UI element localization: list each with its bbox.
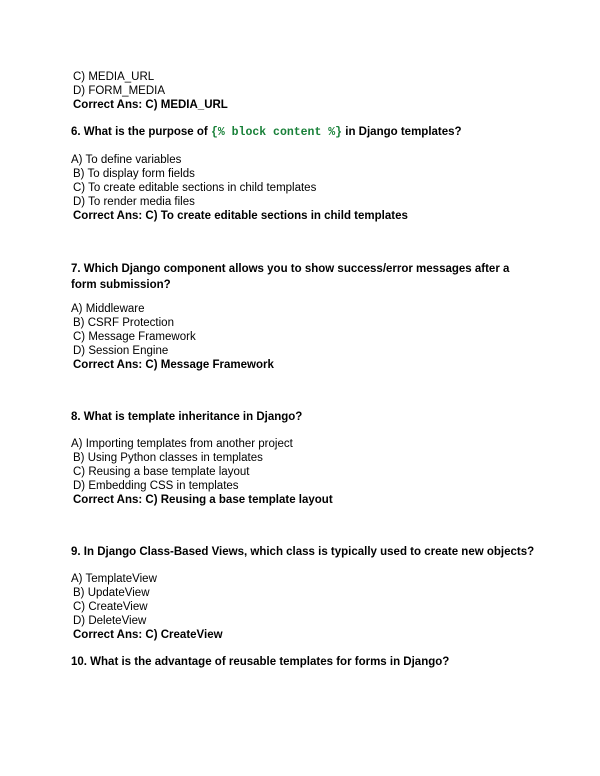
question-6 xyxy=(71,124,531,141)
option-a: A) TemplateView xyxy=(71,573,157,585)
question-6-suffix: in Django templates? xyxy=(342,126,462,138)
option-b: B) UpdateView xyxy=(73,587,150,599)
option-a: A) Middleware xyxy=(71,303,145,315)
option-a: A) To define variables xyxy=(71,154,182,166)
option-d: D) Session Engine xyxy=(73,345,169,357)
option-c: C) Reusing a base template layout xyxy=(73,466,250,478)
option-b: B) CSRF Protection xyxy=(73,317,174,329)
option-d: D) To render media files xyxy=(73,196,195,208)
option-a: A) Importing templates from another project xyxy=(71,438,293,450)
question-7: 7. Which Django component allows you to show success/error messages after a form submission? xyxy=(71,263,510,291)
option-c: C) To create editable sections in child templates xyxy=(73,182,317,194)
question-6-code: {% block content %} xyxy=(210,126,343,139)
option-c: C) MEDIA_URL xyxy=(73,71,155,83)
correct-answer: Correct Ans: C) To create editable sections in child templates xyxy=(73,210,408,222)
option-c: C) Message Framework xyxy=(73,331,196,343)
option-b: B) Using Python classes in templates xyxy=(73,452,263,464)
option-c: C) CreateView xyxy=(73,601,148,613)
option-d: D) Embedding CSS in templates xyxy=(73,480,239,492)
question-9: 9. In Django Class-Based Views, which class is typically used to create new objects? xyxy=(71,546,535,558)
correct-answer: Correct Ans: C) MEDIA_URL xyxy=(73,99,228,111)
correct-answer: Correct Ans: C) Reusing a base template layout xyxy=(73,494,333,506)
option-d: D) FORM_MEDIA xyxy=(73,85,165,97)
question-6-prefix: 6. What is the purpose of xyxy=(71,126,211,138)
question-8: 8. What is template inheritance in Django? xyxy=(71,411,303,423)
correct-answer: Correct Ans: C) Message Framework xyxy=(73,359,274,371)
correct-answer: Correct Ans: C) CreateView xyxy=(73,629,223,641)
option-d: D) DeleteView xyxy=(73,615,147,627)
question-10: 10. What is the advantage of reusable templates for forms in Django? xyxy=(71,656,450,668)
option-b: B) To display form fields xyxy=(73,168,195,180)
